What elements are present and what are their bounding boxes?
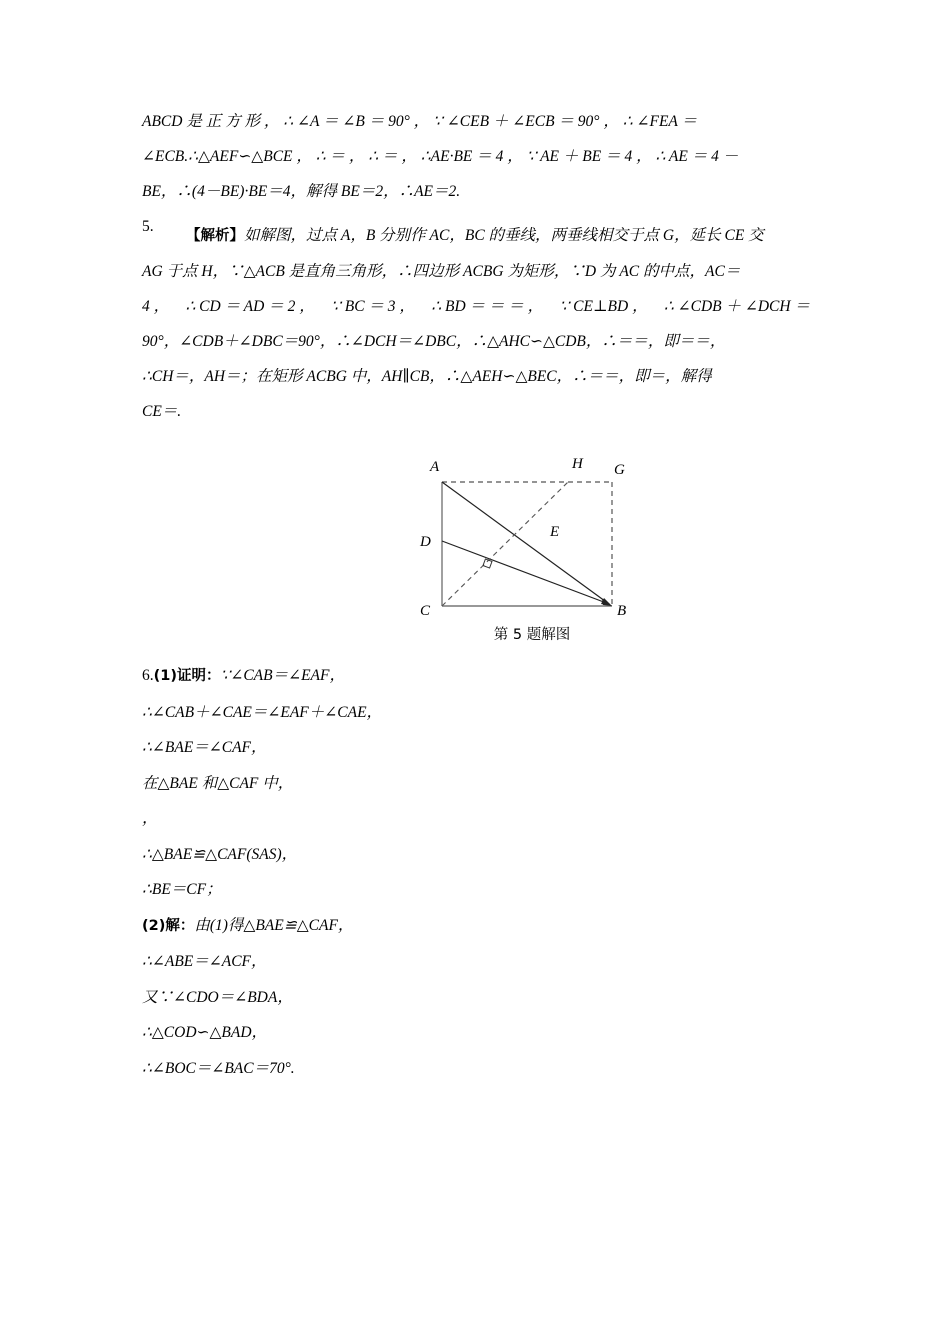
problem-5-line-2	[142, 254, 810, 289]
problem-5	[142, 218, 810, 429]
segment-A-B	[442, 482, 609, 604]
problem-6-line-5	[142, 801, 810, 837]
problem-6-line-4	[142, 766, 810, 802]
p6-l4-text: 在△BAE 和△CAF 中，	[142, 774, 294, 792]
problem-6-number: 6.	[142, 667, 154, 684]
problem-4-line-1	[142, 104, 810, 139]
problem-6-line-10	[142, 980, 810, 1016]
p5-l3-seg4: ∴ BD ＝ ＝ ＝ ，	[431, 298, 544, 315]
problem-6-line-7	[142, 872, 810, 908]
figure-caption: 第 5 题解图	[493, 627, 571, 643]
p4-l2-seg4: ∴AE·BE ＝ 4 ，	[420, 148, 523, 165]
p6-l2-text: ∴∠CAB＋∠CAE＝∠EAF＋∠CAE，	[142, 703, 383, 721]
p5-l3-seg5: ∵ CE⊥BD ，	[559, 298, 648, 315]
geometry-diagram	[400, 443, 650, 628]
problem-5-line-3	[142, 289, 810, 324]
problem-5-number: 5.	[142, 218, 154, 235]
label-C: C	[420, 603, 431, 619]
p6-part2-label: (2)解：	[142, 917, 195, 934]
p5-l5-text: ∴CH＝，AH＝；在矩形 ACBG 中，AH∥CB，∴△AEH∽△BEC，∴＝＝，即＝，解得	[142, 368, 712, 385]
p4-l3-text: BE，∴(4－BE)·BE＝4，解得 BE＝2，∴AE＝2.	[142, 183, 461, 200]
p4-l1-seg4: ∴ ∠FEA ＝	[622, 113, 697, 130]
problem-5-line-6	[142, 394, 810, 429]
p6-l1-text: ∵∠CAB＝∠EAF，	[220, 667, 345, 684]
problem-5-line-1	[142, 218, 810, 254]
p6-l8-text: 由(1)得△BAE≌△CAF，	[194, 916, 354, 934]
p4-l1-seg3: ∵ ∠CEB ＋ ∠ECB ＝ 90° ，	[433, 113, 619, 130]
p5-l1-text: 如解图，过点 A，B 分别作 AC，BC 的垂线，两垂线相交于点 G，延长 CE 交	[244, 227, 764, 244]
label-H: H	[572, 456, 583, 472]
p4-l1-seg1: ABCD 是 正 方 形 ，	[142, 113, 280, 130]
label-A: A	[430, 459, 440, 475]
p6-l10-text: 又∵∠CDO＝∠BDA，	[142, 988, 293, 1006]
problem-6-line-1	[142, 658, 810, 695]
segment-C-H	[442, 482, 568, 606]
p5-l3-seg3: ∵ BC ＝ 3 ，	[331, 298, 415, 315]
p5-l2-text: AG 于点 H，∵△ACB 是直角三角形，∴四边形 ACBG 为矩形，∵D 为 AC 的中点，AC＝	[142, 263, 741, 280]
label-B: B	[617, 603, 627, 619]
label-D: D	[420, 534, 431, 550]
problem-4-line-2	[142, 139, 810, 174]
problem-6-line-9	[142, 944, 810, 980]
problem-6-line-11	[142, 1015, 810, 1051]
p5-l3-seg6: ∴ ∠CDB ＋ ∠DCH ＝	[663, 298, 810, 315]
page-content	[142, 104, 810, 1086]
problem-5-figure	[142, 443, 810, 621]
segment-D-B	[442, 541, 609, 604]
problem-6-line-8	[142, 908, 810, 945]
p4-l2-seg1: ∠ECB.∴△AEF∽△BCE ，	[142, 148, 312, 165]
p5-l3-seg2: ∴ CD ＝ AD ＝ 2 ，	[185, 298, 315, 315]
p4-l2-seg6: ∴ AE ＝ 4 －	[655, 148, 739, 165]
p5-l6-text: CE＝.	[142, 403, 182, 420]
p6-part1-label: (1)证明：	[153, 668, 221, 684]
p6-l5-text: ，	[142, 810, 158, 827]
p4-l2-seg2: ∴ ＝ ，	[315, 148, 365, 165]
label-G: G	[614, 462, 625, 478]
problem-4-line-3	[142, 174, 810, 209]
p6-l11-text: ∴△COD∽△BAD，	[142, 1024, 268, 1041]
problem-6-line-6	[142, 837, 810, 873]
p5-l3-seg1: 4 ，	[142, 298, 170, 315]
analysis-tag: 【解析】	[186, 228, 244, 244]
problem-4-tail	[142, 104, 810, 209]
p4-l2-seg5: ∵ AE ＋ BE ＝ 4 ，	[526, 148, 652, 165]
problem-6	[142, 658, 810, 1086]
p4-l2-seg3: ∴ ＝ ，	[368, 148, 417, 165]
p4-l1-seg2: ∴ ∠A ＝ ∠B ＝ 90° ，	[283, 113, 430, 130]
problem-5-line-4	[142, 324, 810, 359]
p5-l4-text: 90°，∠CDB＋∠DBC＝90°，∴∠DCH＝∠DBC，∴△AHC∽△CDB，∴＝＝，即＝＝，	[142, 333, 726, 350]
problem-6-line-3	[142, 730, 810, 766]
p6-l12-text: ∴∠BOC＝∠BAC＝70°.	[142, 1059, 295, 1077]
problem-6-line-12	[142, 1051, 810, 1087]
p6-l3-text: ∴∠BAE＝∠CAF，	[142, 739, 267, 756]
problem-6-line-2	[142, 695, 810, 731]
p6-l9-text: ∴∠ABE＝∠ACF，	[142, 953, 267, 970]
right-angle-mark	[483, 559, 492, 568]
problem-5-line-5	[142, 359, 810, 394]
p6-l6-text: ∴△BAE≌△CAF(SAS)，	[142, 845, 298, 863]
problem-5-body	[142, 218, 810, 429]
p6-l7-text: ∴BE＝CF；	[142, 881, 222, 898]
label-E: E	[550, 524, 560, 540]
